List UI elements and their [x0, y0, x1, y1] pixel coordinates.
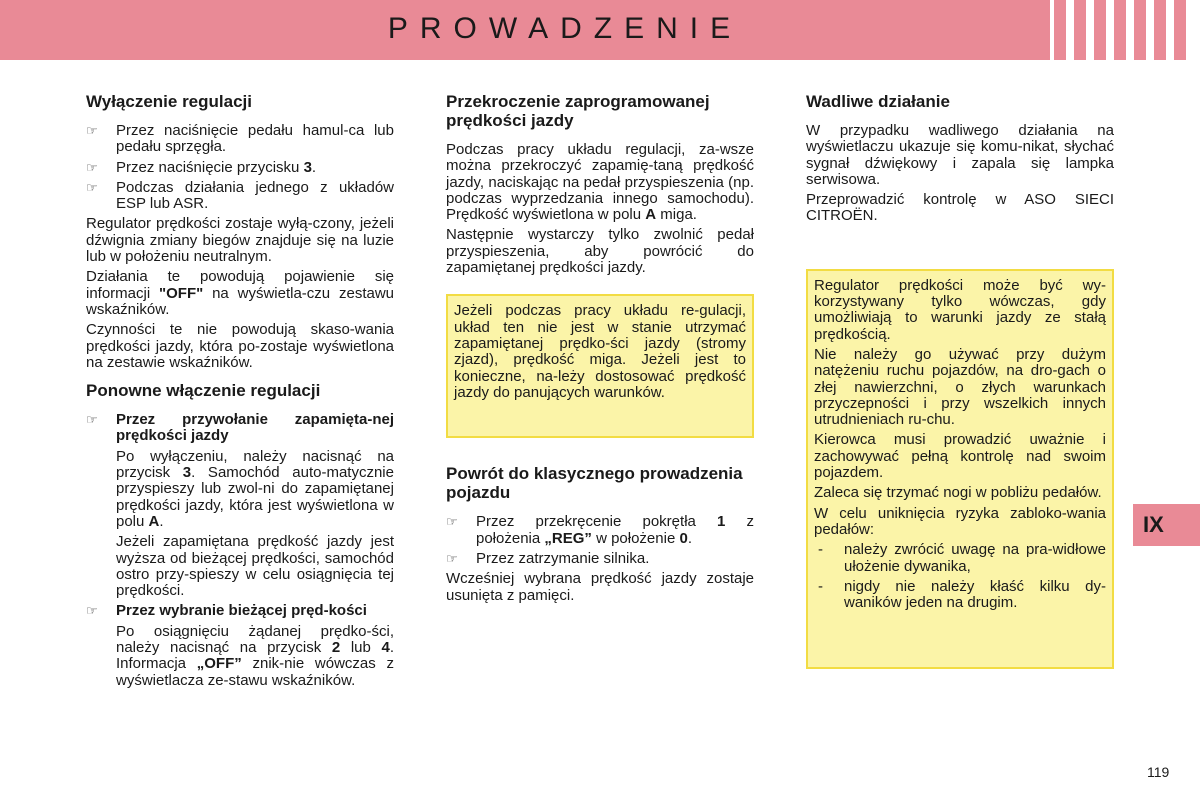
header-stripe [1134, 0, 1146, 60]
paragraph: Podczas pracy układu regulacji, za-wsze można przekroczyć zapamię-taną prędkość jazdy, naciskając na pedał przyspieszenia (np. podczas wyprzedzania innego samochodu). Prędkość wyświetlona w polu A miga. [446, 141, 754, 224]
bullet-list [446, 514, 754, 567]
indented-paragraph: Po osiągnięciu żądanej prędko-ści, należy nacisnąć na przycisk 2 lub 4. Informacja „OFF” znik-nie wówczas z wyświetlacza ze-stawu wskaźników. [116, 622, 394, 689]
section-heading: Powrót do klasycznego prowadzenia pojazdu [446, 464, 743, 503]
column-middle [446, 92, 754, 608]
paragraph: Przeprowadzić kontrolę w ASO SIECI CITROËN. [806, 191, 1114, 225]
note-text: Jeżeli podczas pracy układu re-gulacji, układ ten nie jest w stanie utrzymać zapamiętanej prędko-ści jazdy (stromy zjazd), prędkość miga. Jeżeli jest to konieczne, na-leży dostosować prędkość jazdy do panujących warunków. [454, 302, 746, 401]
list-item: - nigdy nie należy kłaść kilku dy-waników jeden na drugim. [818, 577, 1106, 612]
page-title: PROWADZENIE [387, 12, 743, 45]
pointing-hand-icon: ☞ [86, 603, 98, 619]
column-left [86, 92, 394, 693]
bullet-list [86, 603, 394, 619]
section-heading: Przekroczenie zaprogramowanej prędkości jazdy [446, 92, 710, 130]
bullet-list [86, 123, 394, 212]
note-text: Regulator prędkości może być wy-korzystywany tylko wówczas, gdy umożliwiają to warunki jazdy ze stałą prędkością. [814, 276, 1106, 343]
list-item: ☞ Przez naciśnięcie przycisku 3. [86, 158, 317, 176]
list-item: ☞ Przez przekręcenie pokrętła 1 z położenia „REG” w położenie 0. [446, 513, 754, 547]
note-text: W celu uniknięcia ryzyka zabloko-wania pedałów: [814, 504, 1106, 538]
pointing-hand-icon: ☞ [86, 412, 98, 428]
note-box [446, 294, 754, 438]
pointing-hand-icon: ☞ [86, 179, 98, 195]
list-item: ☞ Przez zatrzymanie silnika. [446, 549, 650, 567]
note-text: Nie należy go używać przy dużym natężeniu ruchu pojazdów, na dro-gach o złej nawierzchni, o złych warunkach przyczepności i przy wszelkich innych utrudnieniach ru-chu. [814, 345, 1106, 429]
list-item: ☞ Przez wybranie bieżącej pręd-kości [86, 602, 367, 620]
chapter-tab: IX [1133, 504, 1200, 546]
pointing-hand-icon: ☞ [446, 550, 458, 566]
pointing-hand-icon: ☞ [86, 123, 98, 138]
list-item: - należy zwrócić uwagę na pra-widłowe ułożenie dywanika, [818, 541, 1106, 575]
paragraph: Regulator prędkości zostaje wyłą-czony, jeżeli dźwignia zmiany biegów znajduje się na luzie lub w położeniu neutralnym. [86, 215, 394, 266]
header-stripe [1174, 0, 1186, 60]
paragraph: Wcześniej wybrana prędkość jazdy zostaje usunięta z pamięci. [446, 570, 754, 604]
paragraph: W przypadku wadliwego działania na wyświetlaczu ukazuje się komu-nikat, słychać sygnał dźwiękowy i zapala się lampka serwisowa. [806, 122, 1114, 188]
paragraph: Czynności te nie powodują skaso-wania prędkości jazdy, która po-zostaje wyświetlona na zestawie wskaźników. [86, 321, 394, 371]
indented-paragraph: Po wyłączeniu, należy nacisnąć na przycisk 3. Samochód auto-matycznie przyspieszy lub zwol-ni do zapamiętanej prędkości jazdy, która jest wyświetlona w polu A. [116, 447, 394, 530]
paragraph: Działania te powodują pojawienie się informacji "OFF" na wyświetla-czu zestawu wskaźników. [86, 268, 394, 318]
note-text: Zaleca się trzymać nogi w pobliżu pedałów. [814, 484, 1102, 502]
paragraph: Następnie wystarczy tylko zwolnić pedał przyspieszenia, aby powrócić do zapamiętanej prędkości jazdy. [446, 226, 754, 277]
section-heading: Wadliwe działanie [806, 92, 950, 111]
section-heading: Wyłączenie regulacji [86, 92, 252, 111]
indented-paragraph: Jeżeli zapamiętana prędkość jazdy jest wyższa od bieżącej prędkości, samochód ostro przy-spieszy w celu osiągnięcia tej prędkości. [116, 533, 394, 600]
header-stripe [1154, 0, 1166, 60]
note-text: Kierowca musi prowadzić uważnie i zachowywać pełną kontrolę nad swoim pojazdem. [814, 431, 1106, 482]
dash-list [814, 542, 1106, 611]
page-header [0, 0, 1200, 60]
bullet-list [86, 412, 394, 445]
section-heading: Ponowne włączenie regulacji [86, 381, 321, 401]
list-item: ☞ Przez przywołanie zapamięta-nej prędkości jazdy [86, 411, 394, 445]
page-number: 119 [1147, 764, 1170, 780]
warning-box [806, 269, 1114, 669]
column-right [806, 92, 1114, 669]
list-item: ☞ Podczas działania jednego z układów ESP lub ASR. [86, 178, 394, 213]
list-item: ☞ Przez naciśnięcie pedału hamul-ca lub pedału sprzęgła. [86, 122, 394, 156]
pointing-hand-icon: ☞ [86, 159, 98, 175]
pointing-hand-icon: ☞ [446, 514, 458, 530]
